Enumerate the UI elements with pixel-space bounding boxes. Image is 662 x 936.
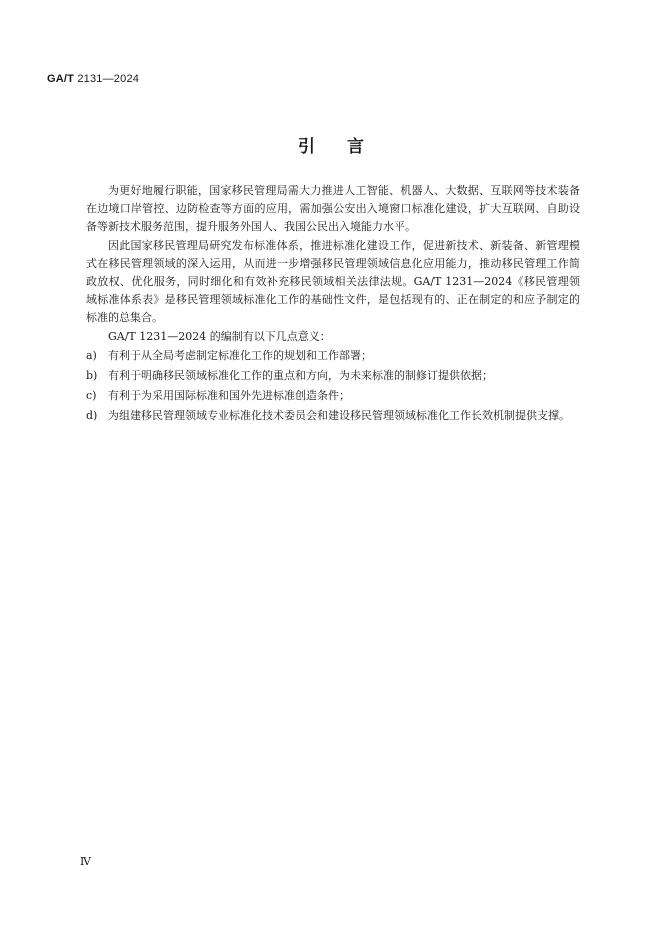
list-marker: a) [86, 349, 97, 362]
standard-code-header [47, 73, 139, 85]
list-item [86, 367, 580, 385]
list-item-text: 有利于明确移民领域标准化工作的重点和方向，为未来标准的制修订提供依据； [108, 369, 493, 382]
list-item [86, 387, 580, 405]
paragraph-1: 为更好地履行职能，国家移民管理局需大力推进人工智能、机器人、大数据、互联网等技术装备在边境口岸管控、边防检查等方面的应用，需加强公安出入境窗口标准化建设，扩大互联网、自助设备等新技术服务范围，提升服务外国人、我国公民出入境能力水平。 [86, 184, 580, 233]
list-item-text: 为组建移民管理领域专业标准化技术委员会和建设移民管理领域标准化工作长效机制提供支撑。 [108, 409, 570, 422]
page-title: 引言 [298, 137, 396, 157]
list-item-text: 有利于为采用国际标准和国外先进标准创造条件； [108, 389, 350, 402]
standard-number: 2131—2024 [74, 73, 140, 85]
paragraph-3: GA/T 1231—2024 的编制有以下几点意义： [108, 330, 331, 343]
paragraph-2: 因此国家移民管理局研究发布标准体系，推进标准化建设工作，促进新技术、新装备、新管理模式在移民管理领域的深入运用，从而进一步增强移民管理领域信息化应用能力，推动移民管理工作简政放权、优化服务，同时细化和有效补充移民领域相关法律法规。GA/T 1231—2024《移民管理领域标准体系表》是移民管理领域标准化工作的基础性文件，是包括现有的、正在制定的和应予制定的标准的总集合。 [86, 239, 580, 324]
significance-list [86, 347, 580, 425]
list-marker: b) [86, 369, 98, 382]
document-body [86, 182, 580, 427]
list-marker: c) [86, 389, 97, 402]
list-marker: d) [86, 409, 98, 422]
standard-prefix: GA/T [47, 73, 75, 85]
list-item [86, 347, 580, 365]
list-item [86, 407, 580, 425]
list-item-text: 有利于从全局考虑制定标准化工作的规划和工作部署； [108, 349, 372, 362]
page-number: Ⅳ [80, 855, 91, 868]
